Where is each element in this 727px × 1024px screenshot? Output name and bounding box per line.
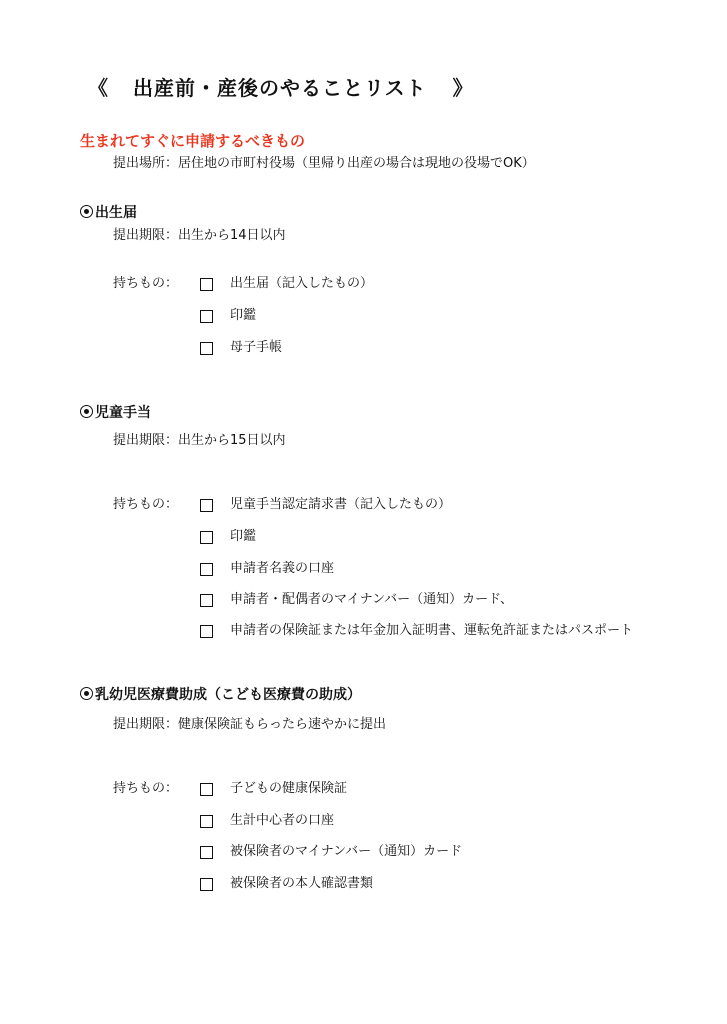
bullet-icon: [80, 687, 93, 700]
checklist-item-label: 被保険者のマイナンバー（通知）カード: [230, 844, 463, 859]
items-label: 持ちもの：: [113, 276, 179, 291]
checklist-item: [200, 591, 513, 609]
checkbox-icon[interactable]: [200, 342, 213, 355]
checklist-item-label: 被保険者の本人確認書類: [230, 876, 374, 891]
checklist-item: [200, 307, 256, 325]
checklist-item-label: 印鑑: [230, 529, 257, 544]
intro-heading: 生まれてすぐに申請するべきもの: [80, 132, 306, 150]
checkbox-icon[interactable]: [200, 499, 213, 512]
section-heading-text: 乳幼児医療費助成（こども医療費の助成）: [95, 687, 361, 703]
checklist-item: [200, 622, 633, 640]
checklist-item: [200, 560, 334, 578]
checklist-item: [200, 875, 373, 893]
title-close-bracket: 》: [452, 76, 474, 100]
checkbox-icon[interactable]: [200, 815, 213, 828]
checklist-item-label: 申請者名義の口座: [230, 561, 335, 576]
bullet-icon: [80, 205, 93, 218]
intro-location-line: 提出場所：居住地の市町村役場（里帰り出産の場合は現地の役場でOK）: [113, 156, 535, 171]
checklist-item: [200, 812, 334, 830]
checklist-item-label: 生計中心者の口座: [230, 813, 335, 828]
checklist-item-label: 出生届（記入したもの）: [230, 276, 374, 291]
checklist-item: [200, 780, 347, 798]
page-title: [88, 72, 474, 101]
title-open-bracket: 《: [88, 76, 109, 100]
section-heading-text: 出生届: [95, 205, 137, 221]
checklist-item-label: 申請者の保険証または年金加入証明書、運転免許証またはパスポート: [230, 623, 634, 638]
section-heading-text: 児童手当: [95, 405, 151, 421]
checklist-item: [200, 843, 462, 861]
section-deadline: 提出期限：出生から14日以内: [113, 228, 286, 243]
checkbox-icon[interactable]: [200, 531, 213, 544]
checklist-item-label: 子どもの健康保険証: [230, 781, 348, 796]
checklist-item-label: 印鑑: [230, 308, 257, 323]
title-text: 出産前・産後のやることリスト: [133, 76, 427, 100]
checkbox-icon[interactable]: [200, 594, 213, 607]
checkbox-icon[interactable]: [200, 310, 213, 323]
checklist-item: [200, 275, 373, 293]
checklist-item: [200, 496, 451, 514]
checklist-item-label: 児童手当認定請求書（記入したもの）: [230, 497, 452, 512]
items-label: 持ちもの：: [113, 497, 179, 512]
checkbox-icon[interactable]: [200, 783, 213, 796]
section-heading-child-allowance: [80, 402, 151, 422]
section-deadline: 提出期限：出生から15日以内: [113, 433, 286, 448]
section-heading-birth-registration: [80, 202, 137, 222]
section-heading-medical-subsidy: [80, 684, 361, 704]
checkbox-icon[interactable]: [200, 878, 213, 891]
items-label: 持ちもの：: [113, 781, 179, 796]
checkbox-icon[interactable]: [200, 563, 213, 576]
checklist-item-label: 申請者・配偶者のマイナンバー（通知）カード、: [230, 592, 514, 607]
checkbox-icon[interactable]: [200, 846, 213, 859]
checkbox-icon[interactable]: [200, 625, 213, 638]
checklist-item: [200, 339, 282, 357]
bullet-icon: [80, 405, 93, 418]
section-deadline: 提出期限：健康保険証もらったら速やかに提出: [113, 717, 387, 732]
checklist-item: [200, 528, 256, 546]
checklist-item-label: 母子手帳: [230, 340, 283, 355]
checkbox-icon[interactable]: [200, 278, 213, 291]
